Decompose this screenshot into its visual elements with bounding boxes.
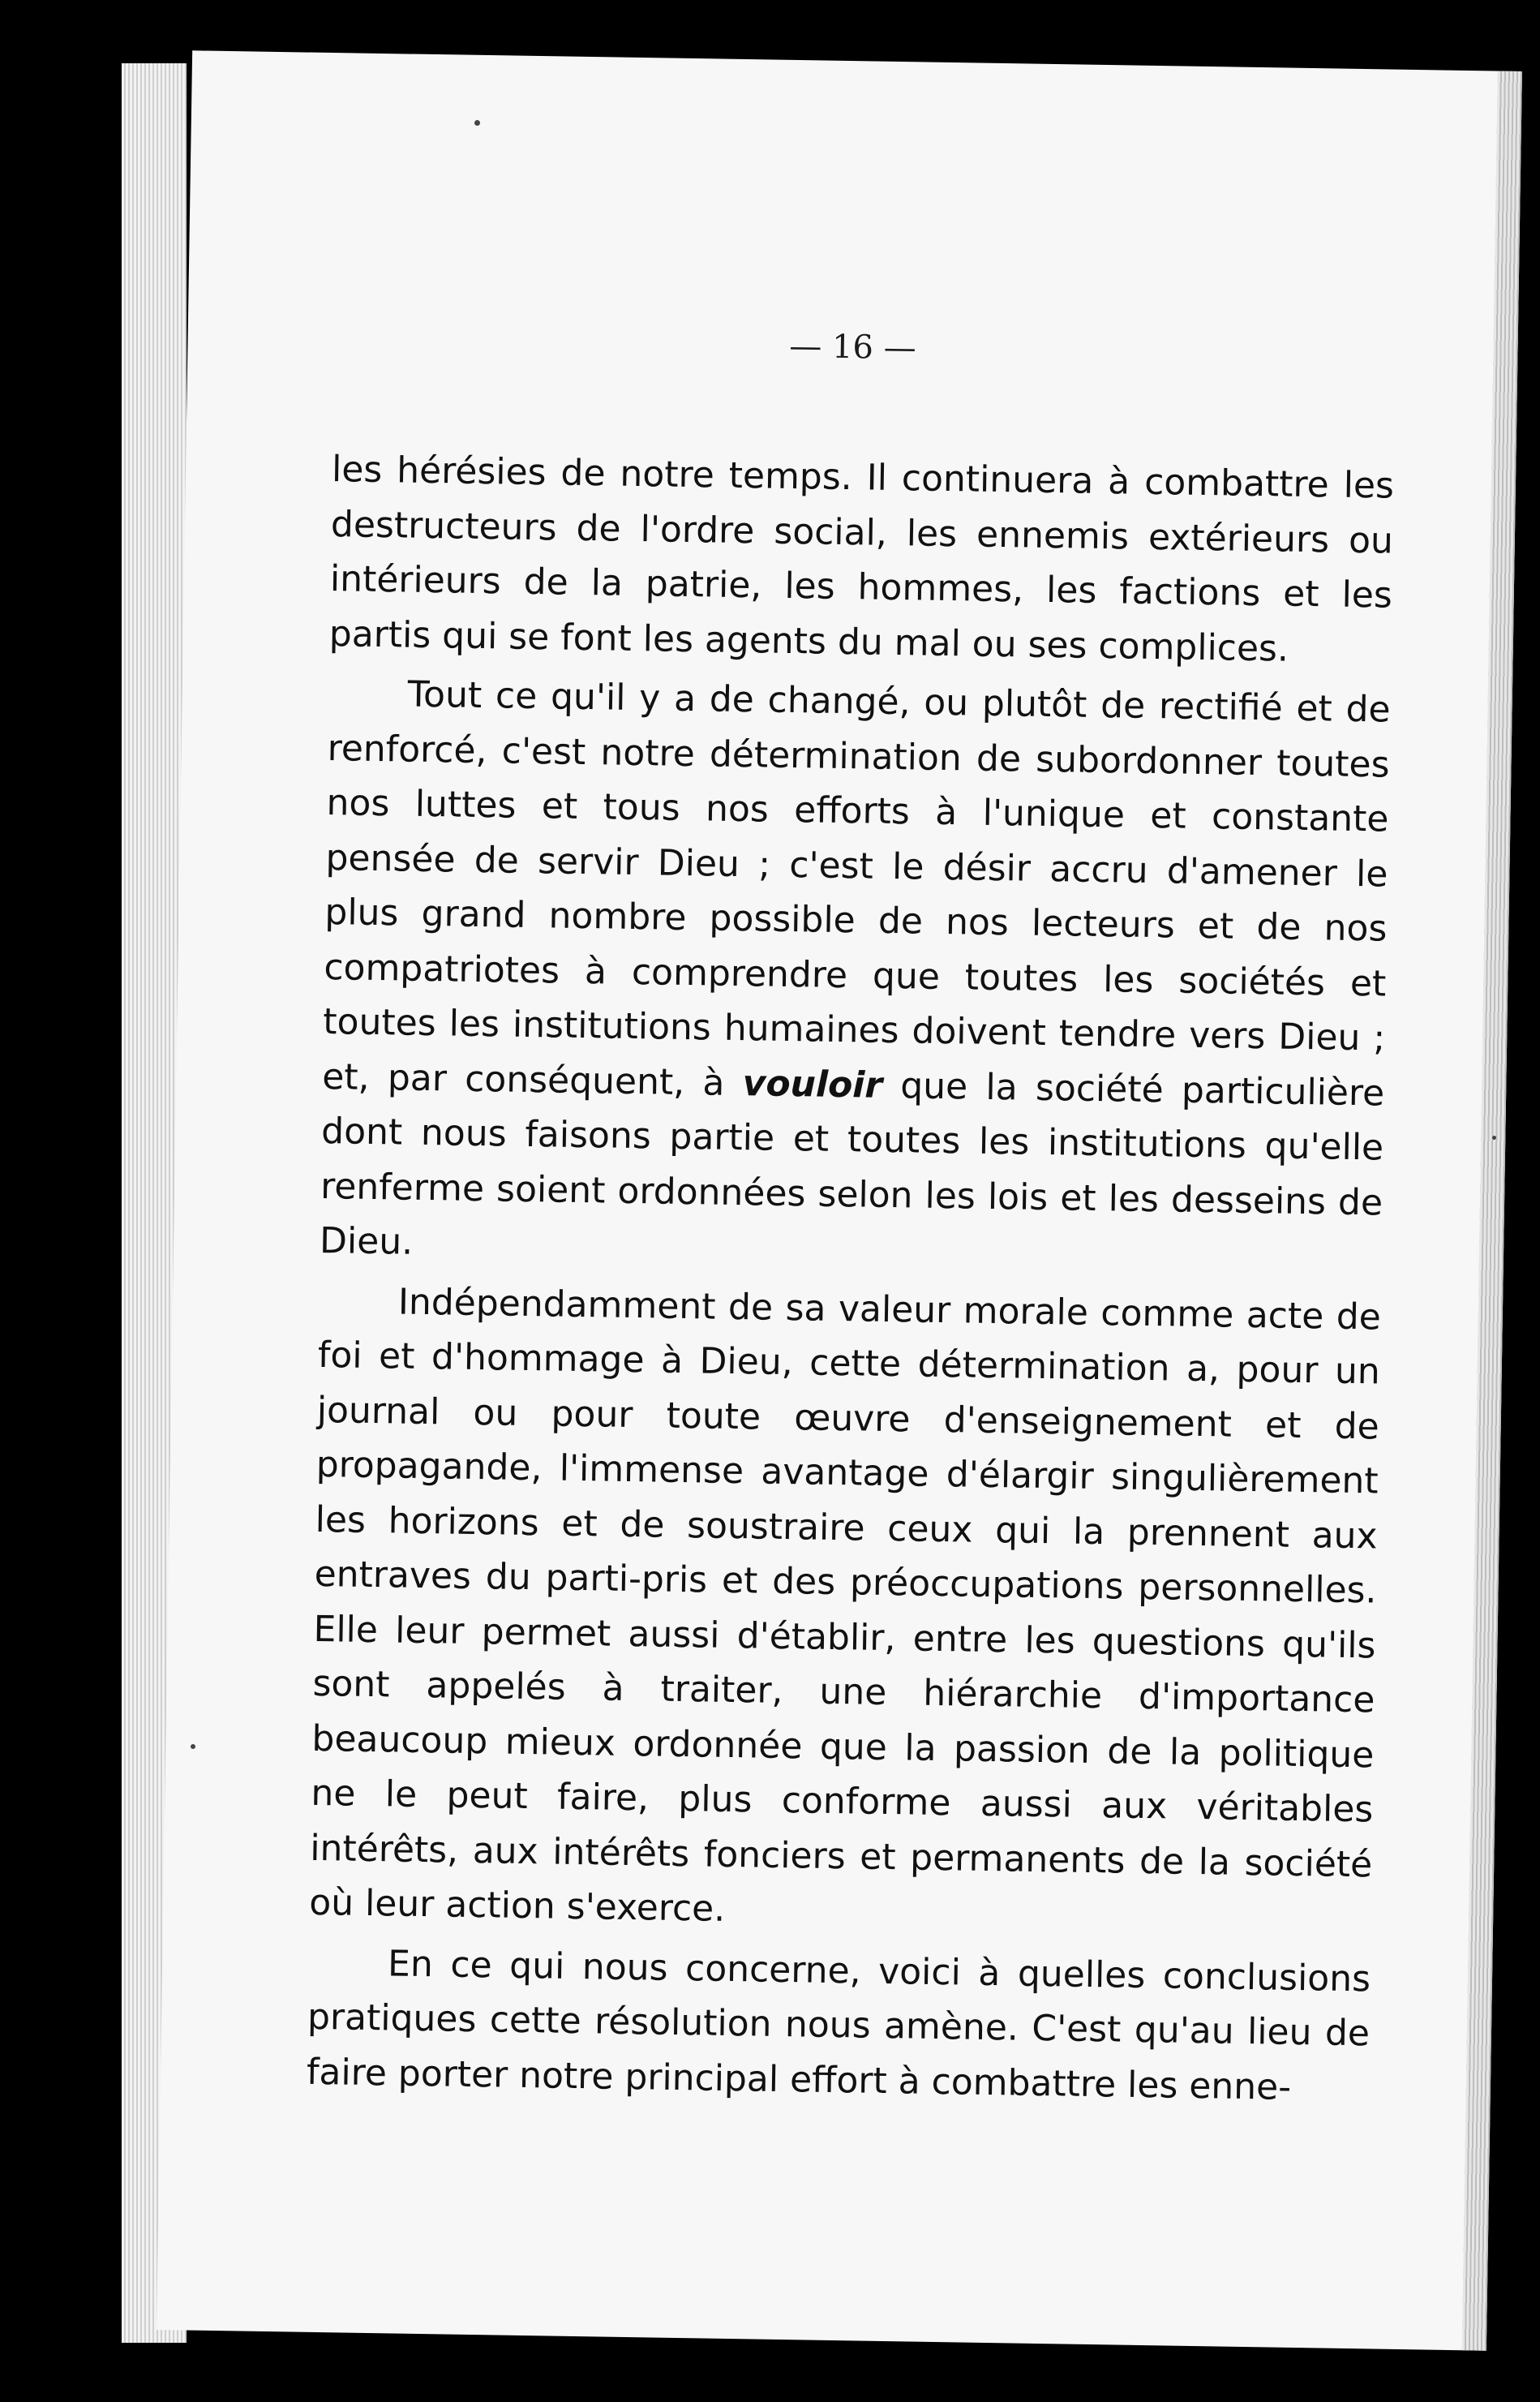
paragraph-text: que la société particulière dont nous faisons partie et toutes les institutions qu'elle renferme soient ordonnées selon les lois et les desseins de Dieu.	[319, 1064, 1385, 1263]
paragraph-4	[307, 1935, 1371, 2116]
paragraph-text: Indépendamment de sa valeur morale comme acte de foi et d'hommage à Dieu, cette détermination a, pour un journal ou pour toute œuvre d'enseignement et de propagande, l'immense avantage d'élargir singulièrement les horizons et de soustraire ceux qui la prennent aux entraves du parti-pris et des préoccupations personnelles. Elle leur permet aussi d'établir, entre les questions qu'ils sont appelés à traiter, une hiérarchie d'importance beaucoup mieux ordonnée que la passion de la politique ne le peut faire, plus conforme aussi aux véritables intérêts, aux intérêts fonciers et permanents de la société où leur action s'exerce.	[308, 1280, 1382, 1930]
paragraph-3	[309, 1273, 1382, 1946]
scan-speck	[474, 120, 480, 126]
page-number: — 16 —	[789, 327, 917, 367]
paragraph-text: les hérésies de notre temps. Il continuera à combattre les destructeurs de l'ordre social, les ennemis extérieurs ou intérieurs de la patrie, les hommes, les factions et les partis qui se font les agents du mal ou ses complices.	[328, 449, 1395, 670]
scan-speck	[1492, 1136, 1496, 1140]
page-right-edge	[1462, 71, 1522, 2351]
paragraph-text: Tout ce qu'il y a de changé, ou plutôt de rectifié et de renforcé, c'est notre détermination de subordonner toutes nos luttes et tous nos efforts à l'unique et constante pensée de servir Dieu ; c'est le désir accru d'amener le plus grand nombre possible de nos lecteurs et de nos compatriotes à comprendre que toutes les sociétés et toutes les institutions humaines doivent tendre vers Dieu ; et, par conséquent, à	[321, 673, 1391, 1104]
paragraph-text: En ce qui nous concerne, voici à quelles conclusions pratiques cette résolution nous amène. C'est qu'au lieu de faire porter notre principal effort à combattre les enne-	[306, 1942, 1371, 2108]
body-text	[306, 442, 1394, 2121]
book-page	[157, 50, 1522, 2350]
paragraph-1	[328, 442, 1394, 678]
paragraph-2	[320, 666, 1392, 1285]
scan-speck	[191, 1744, 195, 1749]
emphasized-word: vouloir	[742, 1062, 883, 1106]
